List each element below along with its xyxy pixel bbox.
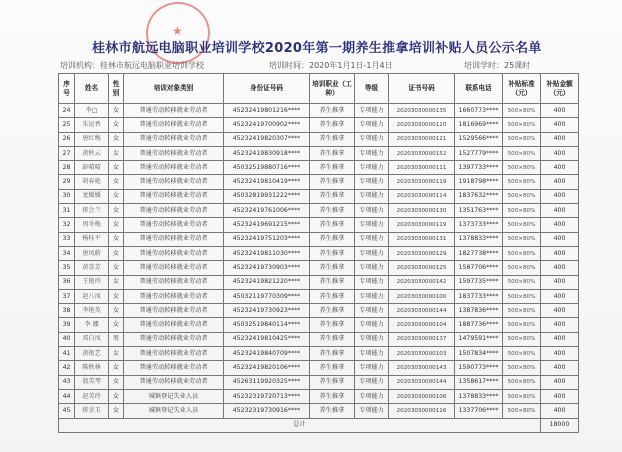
table-cell: 城镇登记失业人员 (124, 389, 224, 403)
table-cell: 500×80% (503, 118, 541, 132)
table-cell: 王艳玲 (75, 275, 109, 289)
table-cell: 45232419801216**** (224, 104, 310, 118)
table-cell: 400 (541, 261, 579, 275)
table-cell: 20203030000100 (389, 289, 455, 303)
table-cell: 女 (109, 246, 124, 260)
table-cell: 养生推拿 (310, 361, 355, 375)
table-cell: 500×80% (503, 347, 541, 361)
table-cell: 400 (541, 218, 579, 232)
table-cell: 27 (59, 146, 75, 160)
table-cell: 养生推拿 (310, 189, 355, 203)
table-cell: 女 (109, 275, 124, 289)
table-cell: 400 (541, 375, 579, 389)
table-cell: 500×80% (503, 289, 541, 303)
table-cell: 女 (109, 132, 124, 146)
table-cell: 45032519880716**** (224, 161, 310, 175)
table-cell: 赵八凤 (75, 289, 109, 303)
official-seal: ★ (146, 2, 210, 64)
table-cell: 45232319730916**** (224, 404, 310, 418)
table-cell: 普通劳动转移就业劳动者 (124, 204, 224, 218)
header-cell: 培训对象类别 (124, 74, 224, 104)
table-cell: 女 (109, 232, 124, 246)
table-row (59, 175, 579, 189)
table-cell: 500×80% (503, 404, 541, 418)
table-cell: 37 (59, 289, 75, 303)
table-cell: 养生推拿 (310, 132, 355, 146)
table-cell: 20203030000130 (389, 204, 455, 218)
table-cell: 45232419821220**** (224, 275, 310, 289)
table-cell: 1827738**** (455, 246, 503, 260)
table-cell: 400 (541, 361, 579, 375)
table-cell: 普通劳动转移就业劳动者 (124, 232, 224, 246)
table-cell: 500×80% (503, 332, 541, 346)
table-cell: 500×80% (503, 275, 541, 289)
table-cell: 45232419840709**** (224, 347, 310, 361)
table-cell: 41 (59, 347, 75, 361)
table-cell: 38 (59, 304, 75, 318)
table-cell: 1918798**** (455, 175, 503, 189)
table-cell: 李艳英 (75, 304, 109, 318)
table-cell: 专项能力 (355, 232, 389, 246)
total-amount: 18000 (541, 418, 579, 432)
table-cell: 女 (109, 189, 124, 203)
table-cell: 500×80% (503, 161, 541, 175)
table-cell: 1378833**** (455, 232, 503, 246)
table-cell: 20203030000142 (389, 275, 455, 289)
table-cell: 专项能力 (355, 104, 389, 118)
table-cell: 45232419730923**** (224, 304, 310, 318)
table-cell: 20203030000120 (389, 118, 455, 132)
table-cell: 养生推拿 (310, 404, 355, 418)
table-cell: 1660773**** (455, 104, 503, 118)
table-cell: 专项能力 (355, 175, 389, 189)
table-cell: 养生推拿 (310, 289, 355, 303)
table-cell: 45232419820106**** (224, 361, 310, 375)
table-cell: 400 (541, 146, 579, 160)
table-cell: 女 (109, 304, 124, 318)
table-cell: 养生推拿 (310, 246, 355, 260)
table-cell: 36 (59, 275, 75, 289)
table-cell: 400 (541, 189, 579, 203)
table-cell: 养生推拿 (310, 104, 355, 118)
total-row (59, 418, 579, 432)
table-cell: 1397733**** (455, 161, 503, 175)
table-row (59, 189, 579, 203)
table-cell: 400 (541, 132, 579, 146)
table-cell: 500×80% (503, 261, 541, 275)
table-row (59, 361, 579, 375)
table-cell: 34 (59, 246, 75, 260)
subsidy-table (58, 73, 579, 433)
table-cell: 养生推拿 (310, 161, 355, 175)
table-header-row (59, 74, 579, 104)
table-cell: 周冬梅 (75, 218, 109, 232)
table-cell: 女 (109, 261, 124, 275)
table-cell: 45232419751203**** (224, 232, 310, 246)
table-row (59, 218, 579, 232)
table-cell: 400 (541, 347, 579, 361)
table-cell: 20203030000106 (389, 389, 455, 403)
table-cell: 45232419830918**** (224, 146, 310, 160)
table-cell: 专项能力 (355, 189, 389, 203)
table-cell: 女 (109, 218, 124, 232)
table-cell: 35 (59, 261, 75, 275)
table-cell: 500×80% (503, 204, 541, 218)
table-cell: 45263119920325**** (224, 375, 310, 389)
table-row (59, 304, 579, 318)
table-cell: 女 (109, 204, 124, 218)
table-cell: 普通劳动转移就业劳动者 (124, 146, 224, 160)
table-cell: 普通劳动转移就业劳动者 (124, 332, 224, 346)
table-cell: 1378833**** (455, 389, 503, 403)
header-cell: 序号 (59, 74, 75, 104)
table-cell: 女 (109, 389, 124, 403)
table-cell: 30 (59, 189, 75, 203)
table-cell: 400 (541, 246, 579, 260)
table-cell: 女 (109, 404, 124, 418)
table-cell: 养生推拿 (310, 347, 355, 361)
table-cell: 普通劳动转移就业劳动者 (124, 118, 224, 132)
table-row (59, 118, 579, 132)
table-cell: 朱运香 (75, 118, 109, 132)
table-cell: 普通劳动转移就业劳动者 (124, 275, 224, 289)
table-cell: 400 (541, 161, 579, 175)
table-cell: 普通劳动转移就业劳动者 (124, 304, 224, 318)
table-cell: 1387836**** (455, 304, 503, 318)
table-row (59, 146, 579, 160)
table-cell: 普通劳动转移就业劳动者 (124, 361, 224, 375)
table-cell: 1587706**** (455, 261, 503, 275)
table-cell: 20203030000152 (389, 146, 455, 160)
table-cell: 1837733**** (455, 289, 503, 303)
table-cell: 500×80% (503, 389, 541, 403)
table-cell: 普通劳动转移就业劳动者 (124, 347, 224, 361)
table-cell: 1590773**** (455, 361, 503, 375)
table-cell: 普通劳动转移就业劳动者 (124, 104, 224, 118)
table-cell: 养生推拿 (310, 146, 355, 160)
table-cell: 养生推拿 (310, 389, 355, 403)
table-cell: 养生推拿 (310, 261, 355, 275)
table-cell: 29 (59, 175, 75, 189)
table-cell: 400 (541, 104, 579, 118)
header-cell: 身份证号码 (224, 74, 310, 104)
table-cell: 胡春艳 (75, 175, 109, 189)
table-cell: 邓白凤 (75, 332, 109, 346)
table-cell: 1529566**** (455, 132, 503, 146)
table-cell: 24 (59, 104, 75, 118)
table-cell: 龙媛媛 (75, 189, 109, 203)
table-cell: 400 (541, 204, 579, 218)
table-cell: 女 (109, 146, 124, 160)
table-cell: 普通劳动转移就业劳动者 (124, 375, 224, 389)
table-row (59, 389, 579, 403)
table-cell: 20203030000121 (389, 132, 455, 146)
table-cell: 20203030000137 (389, 332, 455, 346)
training-period: 培训时间：2020年1月1日-1月4日 (269, 61, 393, 70)
table-cell: 杨桂平 (75, 232, 109, 246)
header-cell: 证书号码 (389, 74, 455, 104)
table-cell: 普通劳动转移就业劳动者 (124, 175, 224, 189)
table-cell: 城镇登记失业人员 (124, 404, 224, 418)
table-cell: 普通劳动转移就业劳动者 (124, 189, 224, 203)
table-cell: 普通劳动转移就业劳动者 (124, 132, 224, 146)
table-cell: 500×80% (503, 232, 541, 246)
table-cell: 45232419700902**** (224, 118, 310, 132)
table-cell: 500×80% (503, 246, 541, 260)
table-cell: 养生推拿 (310, 118, 355, 132)
header-cell: 联系电话 (455, 74, 503, 104)
table-cell: 39 (59, 318, 75, 332)
table-row (59, 261, 579, 275)
table-cell: 女 (109, 118, 124, 132)
table-cell: 28 (59, 161, 75, 175)
table-cell: 20203030000114 (389, 189, 455, 203)
table-row (59, 289, 579, 303)
table-cell: 45232419820307**** (224, 132, 310, 146)
table-cell: 养生推拿 (310, 318, 355, 332)
table-cell: 500×80% (503, 189, 541, 203)
table-cell: 李 娜 (75, 318, 109, 332)
table-cell: 1373733**** (455, 218, 503, 232)
header-cell: 等级 (355, 74, 389, 104)
table-cell: 400 (541, 232, 579, 246)
table-cell: 45232419730903**** (224, 261, 310, 275)
table-cell: 32 (59, 218, 75, 232)
table-cell: 专项能力 (355, 389, 389, 403)
table-cell: 31 (59, 204, 75, 218)
table-cell: 专项能力 (355, 318, 389, 332)
total-label: 总计 (59, 418, 541, 432)
table-cell: 专项能力 (355, 118, 389, 132)
header-cell: 性别 (109, 74, 124, 104)
table-cell: 黄喜芳 (75, 261, 109, 275)
table-cell: 陈秋林 (75, 361, 109, 375)
table-cell: 养生推拿 (310, 375, 355, 389)
table-cell: 普通劳动转移就业劳动者 (124, 318, 224, 332)
table-cell: 普通劳动转移就业劳动者 (124, 218, 224, 232)
table-cell: 普通劳动转移就业劳动者 (124, 261, 224, 275)
table-cell: 专项能力 (355, 246, 389, 260)
table-cell: 专项能力 (355, 261, 389, 275)
table-row (59, 132, 579, 146)
table-cell: 敖美琴 (75, 375, 109, 389)
table-cell: 1479591**** (455, 332, 503, 346)
table-cell: 1816969**** (455, 118, 503, 132)
table-cell: 400 (541, 304, 579, 318)
table-cell: 1351763**** (455, 204, 503, 218)
table-cell: 20203030000143 (389, 361, 455, 375)
table-cell: 42 (59, 361, 75, 375)
table-cell: 女 (109, 375, 124, 389)
table-cell: 专项能力 (355, 332, 389, 346)
table-cell: 养生推拿 (310, 218, 355, 232)
table-cell: 400 (541, 389, 579, 403)
table-cell: 45232419761006**** (224, 204, 310, 218)
header-cell: 培训职业（工种） (310, 74, 355, 104)
table-cell: 400 (541, 332, 579, 346)
table-row (59, 232, 579, 246)
table-cell: 45232419810419**** (224, 175, 310, 189)
table-cell: 养生推拿 (310, 275, 355, 289)
table-cell: 唐红梅 (75, 132, 109, 146)
table-cell: 400 (541, 404, 579, 418)
table-cell: 专项能力 (355, 204, 389, 218)
table-row (59, 318, 579, 332)
table-cell: 蒋幸玉 (75, 404, 109, 418)
table-cell: 400 (541, 118, 579, 132)
header-cell: 姓名 (75, 74, 109, 104)
table-cell: 45232419691215**** (224, 218, 310, 232)
table-cell: 养生推拿 (310, 332, 355, 346)
table-cell: 20203030000116 (389, 404, 455, 418)
table-cell: 专项能力 (355, 404, 389, 418)
table-cell: 20203030000104 (389, 318, 455, 332)
table-cell: 500×80% (503, 132, 541, 146)
table-cell: 400 (541, 289, 579, 303)
table-cell: 26 (59, 132, 75, 146)
table-cell: 45032119770309**** (224, 289, 310, 303)
table-cell: 黄艳艺 (75, 347, 109, 361)
table-cell: 33 (59, 232, 75, 246)
table-cell: 女 (109, 289, 124, 303)
table-cell: 女 (109, 161, 124, 175)
table-cell: 20203030000125 (389, 261, 455, 275)
table-cell: 20203030000144 (389, 304, 455, 318)
table-cell: 20203030000111 (389, 161, 455, 175)
table-cell: 500×80% (503, 104, 541, 118)
table-cell: 养生推拿 (310, 204, 355, 218)
table-cell: 专项能力 (355, 218, 389, 232)
header-cell: 补贴金额（元） (541, 74, 579, 104)
table-cell: 400 (541, 175, 579, 189)
table-cell: 普通劳动转移就业劳动者 (124, 246, 224, 260)
table-cell: 20203030000103 (389, 347, 455, 361)
table-cell: 500×80% (503, 375, 541, 389)
table-cell: 彭晴晴 (75, 161, 109, 175)
table-cell: 专项能力 (355, 347, 389, 361)
table-cell: 唐凤蔚 (75, 246, 109, 260)
table-row (59, 104, 579, 118)
table-cell: 45232419811030**** (224, 246, 310, 260)
table-row (59, 161, 579, 175)
table-cell: 500×80% (503, 361, 541, 375)
table-cell: 养生推拿 (310, 232, 355, 246)
table-cell: 专项能力 (355, 289, 389, 303)
table-cell: 20203030000119 (389, 175, 455, 189)
page-title: 桂林市航远电脑职业培训学校2020年第一期养生推拿培训补贴人员公示名单 (92, 41, 542, 56)
table-cell: 20203030000131 (389, 232, 455, 246)
table-cell: 专项能力 (355, 146, 389, 160)
table-cell: 500×80% (503, 318, 541, 332)
table-cell: 500×80% (503, 218, 541, 232)
table-cell: 45232419810425**** (224, 332, 310, 346)
training-institution: 培训机构：桂林市航远电脑职业培训学校 (60, 61, 204, 70)
table-cell: 1837632**** (455, 189, 503, 203)
table-cell: 500×80% (503, 304, 541, 318)
table-cell: 45032819931222**** (224, 189, 310, 203)
table-cell: 养生推拿 (310, 175, 355, 189)
table-cell: 专项能力 (355, 375, 389, 389)
table-cell: 500×80% (503, 175, 541, 189)
table-cell: 女 (109, 347, 124, 361)
table-cell: 500×80% (503, 146, 541, 160)
table-cell: 400 (541, 318, 579, 332)
table-cell: 女 (109, 318, 124, 332)
table-row (59, 404, 579, 418)
table-cell: 1337706**** (455, 404, 503, 418)
table-cell: 普通劳动转移就业劳动者 (124, 161, 224, 175)
table-cell: 20203030000119 (389, 218, 455, 232)
table-cell: 专项能力 (355, 161, 389, 175)
table-cell: 李□ (75, 104, 109, 118)
table-cell: 专项能力 (355, 132, 389, 146)
table-row (59, 332, 579, 346)
table-cell: 44 (59, 389, 75, 403)
table-cell: 43 (59, 375, 75, 389)
table-cell: 蒋会兰 (75, 204, 109, 218)
table-cell: 25 (59, 118, 75, 132)
table-cell: 45232319720713**** (224, 389, 310, 403)
table-cell: 1507834**** (455, 347, 503, 361)
table-cell: 女 (109, 104, 124, 118)
table-cell: 20203030000135 (389, 104, 455, 118)
table-row (59, 347, 579, 361)
table-cell: 黄秋云 (75, 146, 109, 160)
table-cell: 1597735**** (455, 275, 503, 289)
table-cell: 专项能力 (355, 304, 389, 318)
table-cell: 20203030000144 (389, 375, 455, 389)
table-row (59, 275, 579, 289)
table-cell: 1887736**** (455, 318, 503, 332)
table-cell: 专项能力 (355, 361, 389, 375)
table-cell: 专项能力 (355, 275, 389, 289)
table-cell: 女 (109, 361, 124, 375)
table-cell: 女 (109, 175, 124, 189)
training-hours: 培训学时：25课时 (464, 61, 531, 70)
table-cell: 养生推拿 (310, 304, 355, 318)
header-cell: 补贴标准（元） (503, 74, 541, 104)
table-row (59, 204, 579, 218)
table-cell: 45 (59, 404, 75, 418)
table-cell: 400 (541, 275, 579, 289)
table-cell: 1358617**** (455, 375, 503, 389)
table-cell: 男 (109, 332, 124, 346)
table-row (59, 375, 579, 389)
table-cell: 45032519840114**** (224, 318, 310, 332)
table-cell: 赵美玲 (75, 389, 109, 403)
table-cell: 40 (59, 332, 75, 346)
table-cell: 20203030000129 (389, 246, 455, 260)
table-cell: 普通劳动转移就业劳动者 (124, 289, 224, 303)
table-row (59, 246, 579, 260)
table-cell: 1527779**** (455, 146, 503, 160)
